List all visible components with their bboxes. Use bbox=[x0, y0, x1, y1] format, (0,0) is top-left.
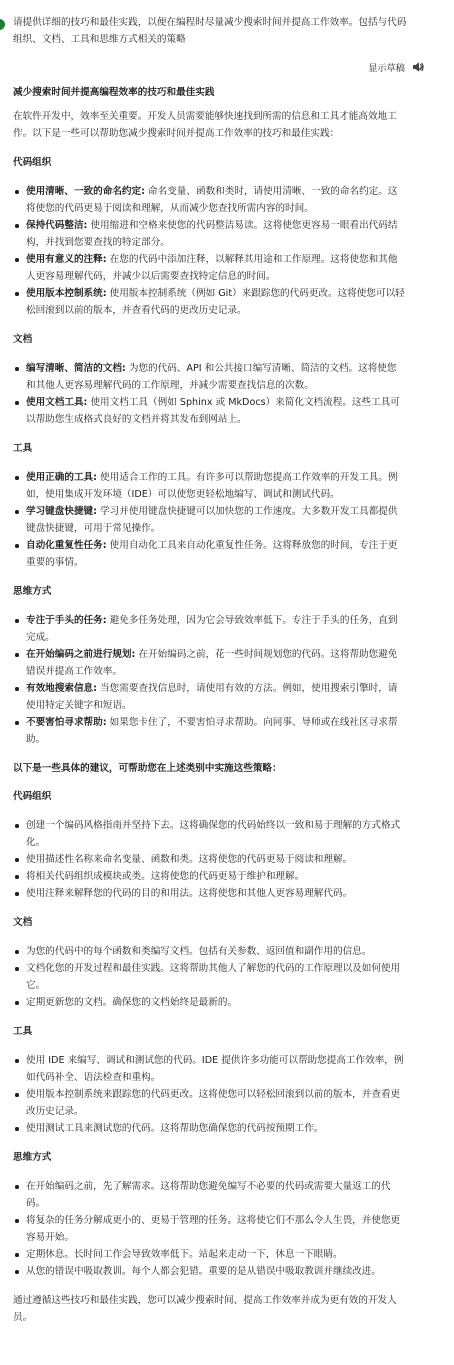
list-item-lead: 不要害怕寻求帮助: bbox=[26, 717, 107, 728]
list-item: 使用 IDE 来编写、调试和测试您的代码。IDE 提供许多功能可以帮助您提高工作效率，例如代码补全、语法检查和重构。 bbox=[13, 1052, 405, 1086]
suggestion-heading: 工具 bbox=[13, 1026, 33, 1037]
list-item-text: 使用适合工作的工具。有许多可以帮助您提高工作效率的开发工具。例如，使用集成开发环境（IDE）可以使您更轻松地编写、调试和测试代码。 bbox=[26, 472, 398, 500]
suggestion-sections bbox=[13, 788, 405, 1280]
response-conclusion: 通过遵循这些技巧和最佳实践，您可以减少搜索时间、提高工作效率并成为更有效的开发人员。 bbox=[13, 1295, 397, 1323]
list-item-lead: 学习键盘快捷键: bbox=[26, 506, 97, 517]
suggestion-list bbox=[13, 817, 405, 902]
list-item: 使用描述性名称来命名变量、函数和类。这将使您的代码更易于阅读和理解。 bbox=[13, 851, 405, 868]
list-item-lead: 专注于手头的任务: bbox=[26, 615, 107, 626]
list-item bbox=[13, 285, 405, 319]
list-item: 使用版本控制系统来跟踪您的代码更改。这将使您可以轻松回滚到以前的版本，并查看更改历史记录。 bbox=[13, 1086, 405, 1120]
suggestion-heading: 代码组织 bbox=[13, 791, 52, 802]
section-list bbox=[13, 183, 405, 319]
prompt-text: 请提供详细的技巧和最佳实践，以便在编程时尽量减少搜索时间并提高工作效率。包括与代码组织、文档、工具和思维方式相关的策略 bbox=[13, 17, 407, 45]
list-item: 使用注释来解释您的代码的目的和用法。这将使您和其他人更容易理解代码。 bbox=[13, 885, 405, 902]
list-item bbox=[13, 537, 405, 571]
list-item bbox=[13, 469, 405, 503]
list-item-lead: 使用清晰、一致的命名约定: bbox=[26, 186, 145, 197]
suggestion-list bbox=[13, 943, 405, 1011]
suggestion-list bbox=[13, 1052, 405, 1137]
list-item-lead: 编写清晰、简洁的文档: bbox=[26, 363, 126, 374]
list-item-text: 为您的代码、API 和公共接口编写清晰、简洁的文档。这将使您和其他人更容易理解代码的工作原理，并减少需要查找信息的次数。 bbox=[26, 363, 397, 391]
response-intro: 在软件开发中，效率至关重要。开发人员需要能够快速找到所需的信息和工具才能高效地工作。以下是一些可以帮助您减少搜索时间并提高工作效率的技巧和最佳实践： bbox=[13, 111, 397, 139]
list-item: 为您的代码中的每个函数和类编写文档。包括有关参数、返回值和副作用的信息。 bbox=[13, 943, 405, 960]
list-item-text: 如果您卡住了，不要害怕寻求帮助。向同事、导师或在线社区寻求帮助。 bbox=[26, 717, 398, 745]
list-item-text: 在您的代码中添加注释，以解释其用途和工作原理。这将使您和其他人更容易理解代码，并减少以后需要查找特定信息的时间。 bbox=[26, 254, 398, 282]
response-title: 减少搜索时间并提高编程效率的技巧和最佳实践 bbox=[13, 87, 215, 98]
section-heading: 文档 bbox=[13, 334, 33, 345]
avatar bbox=[0, 19, 5, 30]
list-item-text: 使用缩进和空格来使您的代码整洁易读。这将使您更容易一眼看出代码结构，并找到您要查找的特定部分。 bbox=[26, 220, 398, 248]
list-item-lead: 自动化重复性任务: bbox=[26, 540, 107, 551]
list-item-text: 学习并使用键盘快捷键可以加快您的工作速度。大多数开发工具都提供键盘快捷键，可用于常见操作。 bbox=[26, 506, 398, 534]
list-item-text: 命名变量、函数和类时，请使用清晰、一致的命名约定。这将使您的代码更易于阅读和理解，从而减少您查找所需内容的时间。 bbox=[26, 186, 398, 214]
section-heading: 思维方式 bbox=[13, 586, 52, 597]
suggestion-heading: 文档 bbox=[13, 917, 33, 928]
suggestion-list bbox=[13, 1178, 405, 1280]
list-item: 使用测试工具来测试您的代码。这将帮助您确保您的代码按预期工作。 bbox=[13, 1120, 405, 1137]
list-item: 创建一个编码风格指南并坚持下去。这将确保您的代码始终以一致和易于理解的方式格式化。 bbox=[13, 817, 405, 851]
section-heading: 工具 bbox=[13, 443, 33, 454]
list-item bbox=[13, 360, 405, 394]
list-item-text: 在开始编码之前，花一些时间规划您的代码。这将帮助您避免错误并提高工作效率。 bbox=[26, 649, 398, 677]
list-item bbox=[13, 217, 405, 251]
list-item bbox=[13, 612, 405, 646]
list-item bbox=[13, 503, 405, 537]
list-item bbox=[13, 394, 405, 428]
suggestion-heading: 思维方式 bbox=[13, 1152, 52, 1163]
list-item-text: 使用版本控制系统（例如 Git）来跟踪您的代码更改。这将使您可以轻松回滚到以前的版本，并查看代码的更改历史记录。 bbox=[26, 288, 405, 316]
list-item-text: 使用自动化工具来自动化重复性任务。这将释放您的时间，专注于更重要的事情。 bbox=[26, 540, 398, 568]
section-list bbox=[13, 360, 405, 428]
list-item: 在开始编码之前，先了解需求。这将帮助您避免编写不必要的代码或需要大量返工的代码。 bbox=[13, 1178, 405, 1212]
list-item bbox=[13, 183, 405, 217]
list-item bbox=[13, 646, 405, 680]
list-item bbox=[13, 714, 405, 748]
list-item-text: 避免多任务处理，因为它会导致效率低下。专注于手头的任务，直到完成。 bbox=[26, 615, 398, 643]
list-item-lead: 在开始编码之前进行规划: bbox=[26, 649, 136, 660]
list-item bbox=[13, 680, 405, 714]
list-item: 定期更新您的文档。确保您的文档始终是最新的。 bbox=[13, 994, 405, 1011]
list-item-lead: 有效地搜索信息: bbox=[26, 683, 97, 694]
list-item-text: 使用文档工具（例如 Sphinx 或 MkDocs）来简化文档流程。这些工具可以帮助您生成格式良好的文档并将其发布到网站上。 bbox=[26, 397, 400, 425]
section-list bbox=[13, 612, 405, 748]
section-list bbox=[13, 469, 405, 571]
list-item-text: 当您需要查找信息时，请使用有效的方法。例如，使用搜索引擎时，请使用特定关键字和短语。 bbox=[26, 683, 398, 711]
section-heading: 代码组织 bbox=[13, 157, 52, 168]
list-item: 将复杂的任务分解成更小的、更易于管理的任务。这将使它们不那么令人生畏，并使您更容易开始。 bbox=[13, 1212, 405, 1246]
list-item-lead: 使用文档工具: bbox=[26, 397, 88, 408]
list-item-lead: 使用有意义的注释: bbox=[26, 254, 107, 265]
list-item: 定期休息。长时间工作会导致效率低下。站起来走动一下，休息一下眼睛。 bbox=[13, 1246, 405, 1263]
show-drafts-label: 显示草稿 bbox=[368, 62, 405, 74]
list-item: 文档化您的开发过程和最佳实践。这将帮助其他人了解您的代码的工作原理以及如何使用它。 bbox=[13, 960, 405, 994]
list-item: 将相关代码组织成模块或类。这将使您的代码更易于维护和理解。 bbox=[13, 868, 405, 885]
list-item-lead: 保持代码整洁: bbox=[26, 220, 88, 231]
speaker-icon[interactable] bbox=[411, 60, 425, 74]
suggestions-title: 以下是一些具体的建议，可帮助您在上述类别中实施这些策略： bbox=[13, 763, 282, 774]
list-item: 从您的错误中吸取教训。每个人都会犯错。重要的是从错误中吸取教训并继续改进。 bbox=[13, 1263, 405, 1280]
response-body bbox=[13, 84, 405, 1326]
strategy-sections bbox=[13, 154, 405, 748]
list-item-lead: 使用正确的工具: bbox=[26, 472, 97, 483]
list-item bbox=[13, 251, 405, 285]
list-item-lead: 使用版本控制系统: bbox=[26, 288, 107, 299]
